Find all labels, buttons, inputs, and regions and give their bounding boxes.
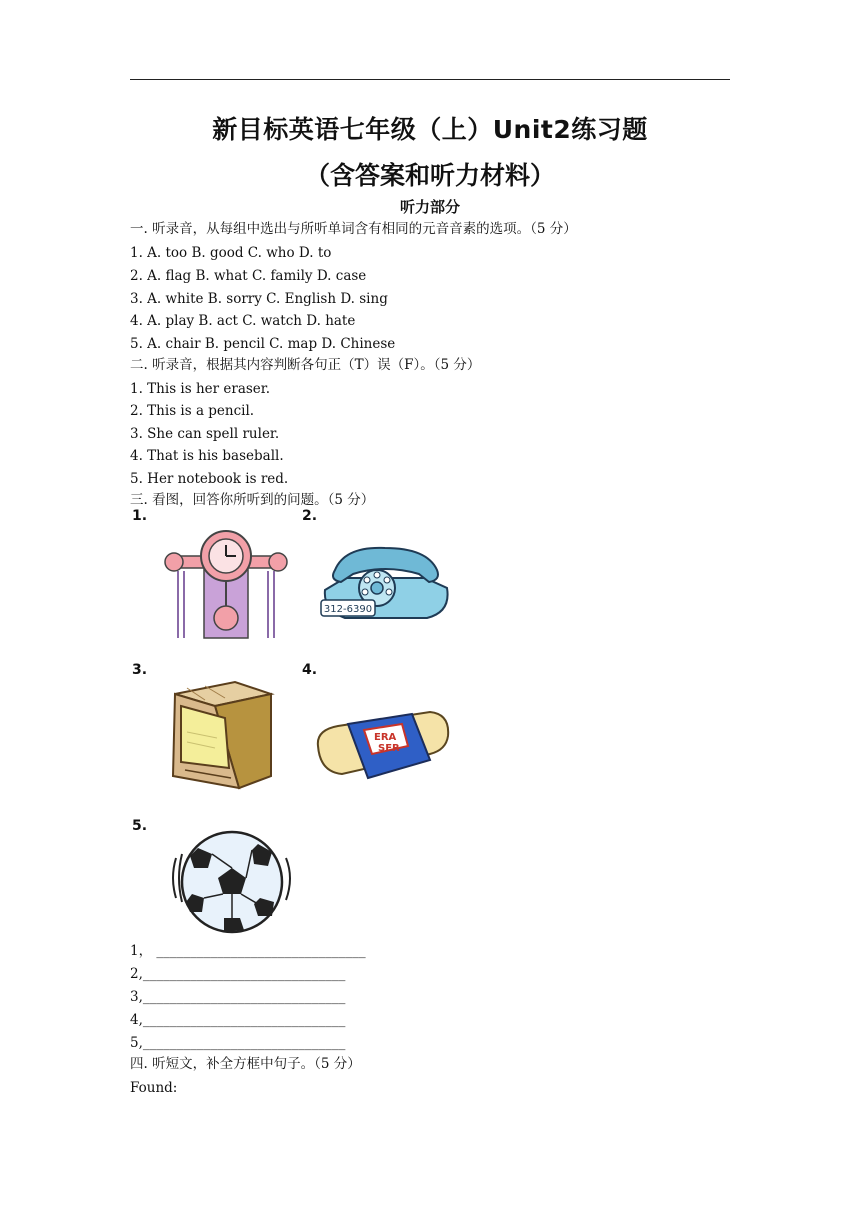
answer-line: 3,______________________________	[130, 989, 346, 1005]
part2-item: 3. She can spell ruler.	[130, 426, 280, 442]
figure-number: 2.	[302, 508, 318, 524]
part2-heading: 二. 听录音，根据其内容判断各句正（T）误（F）。（5 分）	[130, 357, 481, 373]
part1-item: 3. A. white B. sorry C. English D. sing	[130, 291, 388, 307]
page-subtitle: （含答案和听力材料）	[304, 161, 555, 190]
part3-heading: 三. 看图，回答你所听到的问题。（5 分）	[130, 492, 375, 508]
telephone-picture	[315, 540, 455, 626]
television-picture	[165, 678, 277, 792]
part2-item: 5. Her notebook is red.	[130, 471, 289, 487]
part4-heading: 四. 听短文，补全方框中句子。（5 分）	[130, 1056, 361, 1072]
found-label: Found:	[130, 1080, 178, 1096]
figure-number: 4.	[302, 662, 318, 678]
eraser-picture	[312, 702, 452, 782]
figure-number: 5.	[132, 818, 148, 834]
page-title: 新目标英语七年级（上）Unit2练习题	[212, 115, 648, 144]
part1-heading: 一. 听录音，从每组中选出与所听单词含有相同的元音音素的选项。（5 分）	[130, 221, 577, 237]
eraser-label-1: ERA	[374, 732, 397, 743]
figure-number: 3.	[132, 662, 148, 678]
soccer-ball-picture	[168, 828, 298, 938]
answer-line: 2,______________________________	[130, 966, 346, 982]
part2-item: 4. That is his baseball.	[130, 448, 284, 464]
phone-number-label: 312-6390	[323, 604, 373, 615]
clock-picture	[160, 526, 290, 644]
figure-number: 1.	[132, 508, 148, 524]
answer-line: 1， _______________________________	[130, 943, 366, 959]
part1-item: 4. A. play B. act C. watch D. hate	[130, 313, 356, 329]
answer-line: 5,______________________________	[130, 1035, 346, 1051]
answer-line: 4,______________________________	[130, 1012, 346, 1028]
part2-item: 2. This is a pencil.	[130, 403, 255, 419]
top-rule	[130, 79, 730, 80]
eraser-label-2: SER	[378, 743, 400, 754]
section-label: 听力部分	[399, 198, 460, 216]
part1-item: 5. A. chair B. pencil C. map D. Chinese	[130, 336, 396, 352]
part1-item: 2. A. flag B. what C. family D. case	[130, 268, 367, 284]
part2-item: 1. This is her eraser.	[130, 381, 271, 397]
part1-item: 1. A. too B. good C. who D. to	[130, 245, 332, 261]
